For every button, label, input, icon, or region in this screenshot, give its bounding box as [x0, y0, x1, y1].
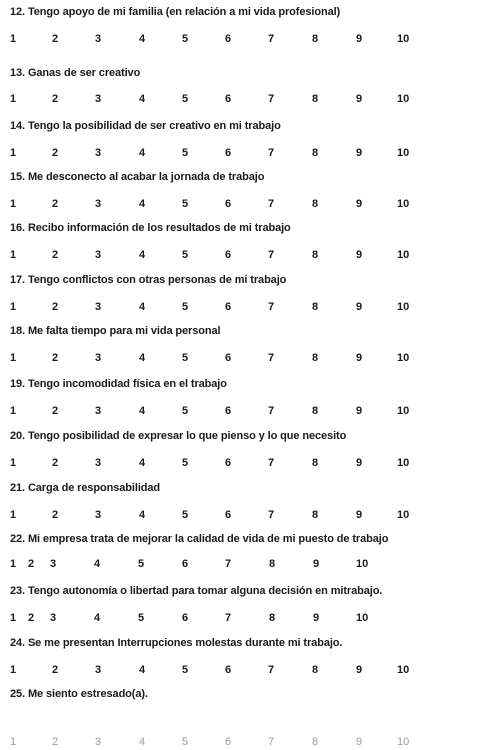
- rating-option[interactable]: 8: [312, 457, 319, 469]
- rating-option[interactable]: 7: [268, 147, 275, 159]
- rating-scale: [0, 352, 477, 366]
- rating-option[interactable]: 9: [313, 612, 320, 624]
- rating-option[interactable]: 8: [312, 664, 319, 676]
- rating-option[interactable]: 2: [52, 249, 59, 261]
- rating-option[interactable]: 1: [10, 249, 17, 261]
- rating-option[interactable]: 7: [268, 249, 275, 261]
- rating-option[interactable]: 3: [95, 249, 102, 261]
- rating-option[interactable]: 2: [52, 352, 59, 364]
- rating-scale: [0, 147, 477, 161]
- rating-option[interactable]: 5: [182, 301, 189, 313]
- rating-option[interactable]: 9: [313, 558, 320, 570]
- question-label: 22. Mi empresa trata de mejorar la calidad de vida de mi puesto de trabajo: [10, 533, 389, 545]
- rating-option[interactable]: 10: [397, 352, 410, 364]
- rating-option[interactable]: 1: [10, 457, 17, 469]
- rating-option[interactable]: 4: [139, 509, 146, 521]
- rating-option[interactable]: 4: [139, 33, 146, 45]
- question-label: 12. Tengo apoyo de mi familia (en relación a mi vida profesional): [10, 6, 341, 18]
- rating-option[interactable]: 6: [225, 736, 232, 748]
- rating-option[interactable]: 7: [268, 93, 275, 105]
- rating-option[interactable]: 5: [182, 405, 189, 417]
- rating-option[interactable]: 9: [356, 301, 363, 313]
- rating-option[interactable]: 3: [95, 664, 102, 676]
- rating-option[interactable]: 1: [10, 664, 17, 676]
- rating-option[interactable]: 8: [312, 405, 319, 417]
- question-label: 24. Se me presentan Interrupciones molestas durante mi trabajo.: [10, 637, 343, 649]
- rating-option[interactable]: 10: [397, 93, 410, 105]
- rating-option[interactable]: 9: [356, 249, 363, 261]
- rating-option[interactable]: 7: [268, 33, 275, 45]
- question-label: 20. Tengo posibilidad de expresar lo que pienso y lo que necesito: [10, 430, 347, 442]
- rating-option[interactable]: 10: [397, 509, 410, 521]
- rating-option[interactable]: 2: [52, 93, 59, 105]
- rating-option[interactable]: 2: [52, 509, 59, 521]
- rating-option[interactable]: 9: [356, 457, 363, 469]
- rating-option[interactable]: 9: [356, 509, 363, 521]
- rating-option[interactable]: 2: [52, 457, 59, 469]
- rating-option[interactable]: 2: [52, 198, 59, 210]
- rating-scale: [0, 198, 477, 212]
- rating-option[interactable]: 8: [312, 33, 319, 45]
- rating-option[interactable]: 8: [312, 198, 319, 210]
- rating-option[interactable]: 4: [139, 457, 146, 469]
- rating-option[interactable]: 2: [52, 405, 59, 417]
- rating-option[interactable]: 10: [397, 198, 410, 210]
- rating-option[interactable]: 6: [225, 93, 232, 105]
- rating-option[interactable]: 6: [225, 457, 232, 469]
- rating-option[interactable]: 4: [139, 405, 146, 417]
- rating-option[interactable]: 3: [95, 405, 102, 417]
- rating-option[interactable]: 7: [268, 198, 275, 210]
- rating-option[interactable]: 1: [10, 352, 17, 364]
- rating-option[interactable]: 4: [94, 558, 101, 570]
- rating-option[interactable]: 7: [268, 509, 275, 521]
- rating-option[interactable]: 7: [225, 612, 232, 624]
- rating-option[interactable]: 7: [268, 664, 275, 676]
- question-label: 19. Tengo incomodidad física en el trabajo: [10, 378, 227, 390]
- rating-option[interactable]: 8: [312, 352, 319, 364]
- rating-option[interactable]: 8: [312, 93, 319, 105]
- rating-option[interactable]: 1: [10, 198, 17, 210]
- rating-option[interactable]: 3: [95, 198, 102, 210]
- rating-option[interactable]: 4: [139, 301, 146, 313]
- rating-option[interactable]: 6: [225, 198, 232, 210]
- rating-option[interactable]: 1: [10, 147, 17, 159]
- rating-option[interactable]: 9: [356, 736, 363, 748]
- rating-scale: [0, 664, 477, 678]
- rating-option[interactable]: 10: [397, 457, 410, 469]
- rating-option[interactable]: 10: [356, 612, 369, 624]
- rating-scale: [0, 558, 477, 572]
- question-label: 25. Me siento estresado(a).: [10, 688, 148, 700]
- rating-option[interactable]: 5: [182, 352, 189, 364]
- rating-option[interactable]: 5: [182, 509, 189, 521]
- rating-option[interactable]: 7: [268, 352, 275, 364]
- rating-option[interactable]: 8: [312, 509, 319, 521]
- rating-option[interactable]: 1: [10, 93, 17, 105]
- rating-option[interactable]: 5: [138, 558, 145, 570]
- rating-option[interactable]: 3: [95, 93, 102, 105]
- rating-scale: [0, 612, 477, 626]
- rating-option[interactable]: 1: [10, 301, 17, 313]
- question-label: 16. Recibo información de los resultados de mi trabajo: [10, 222, 291, 234]
- rating-option[interactable]: 7: [268, 457, 275, 469]
- rating-option[interactable]: 6: [225, 301, 232, 313]
- rating-option[interactable]: 6: [225, 249, 232, 261]
- rating-option[interactable]: 4: [139, 736, 146, 748]
- rating-option[interactable]: 3: [95, 509, 102, 521]
- rating-option[interactable]: 4: [139, 147, 146, 159]
- rating-option[interactable]: 2: [52, 664, 59, 676]
- question-label: 23. Tengo autonomía o libertad para tomar alguna decisión en mitrabajo.: [10, 585, 383, 597]
- rating-scale: [0, 509, 477, 523]
- rating-option[interactable]: 5: [182, 93, 189, 105]
- rating-option[interactable]: 3: [95, 736, 102, 748]
- rating-option[interactable]: 6: [225, 405, 232, 417]
- rating-option[interactable]: 6: [225, 509, 232, 521]
- rating-option[interactable]: 9: [356, 33, 363, 45]
- rating-option[interactable]: 9: [356, 664, 363, 676]
- rating-option[interactable]: 10: [397, 301, 410, 313]
- rating-option[interactable]: 8: [312, 249, 319, 261]
- rating-option[interactable]: 10: [397, 33, 410, 45]
- rating-option[interactable]: 2: [28, 558, 35, 570]
- rating-option[interactable]: 10: [397, 736, 410, 748]
- rating-option[interactable]: 9: [356, 352, 363, 364]
- rating-option[interactable]: 5: [182, 198, 189, 210]
- rating-option[interactable]: 3: [95, 457, 102, 469]
- question-label: 21. Carga de responsabilidad: [10, 482, 161, 494]
- rating-option[interactable]: 3: [95, 352, 102, 364]
- rating-option[interactable]: 1: [10, 509, 17, 521]
- rating-option[interactable]: 1: [10, 405, 17, 417]
- question-label: 14. Tengo la posibilidad de ser creativo en mi trabajo: [10, 120, 281, 132]
- rating-scale: [0, 249, 477, 263]
- rating-option[interactable]: 10: [397, 147, 410, 159]
- rating-option[interactable]: 4: [139, 352, 146, 364]
- question-label: 15. Me desconecto al acabar la jornada de trabajo: [10, 171, 265, 183]
- rating-option[interactable]: 5: [138, 612, 145, 624]
- rating-option[interactable]: 5: [182, 33, 189, 45]
- rating-option[interactable]: 7: [225, 558, 232, 570]
- rating-option[interactable]: 3: [95, 301, 102, 313]
- rating-option[interactable]: 2: [52, 301, 59, 313]
- rating-option[interactable]: 3: [50, 612, 57, 624]
- rating-option[interactable]: 5: [182, 457, 189, 469]
- question-label: 17. Tengo conflictos con otras personas de mi trabajo: [10, 274, 287, 286]
- rating-option[interactable]: 8: [312, 147, 319, 159]
- question-label: 18. Me falta tiempo para mi vida personal: [10, 325, 221, 337]
- rating-option[interactable]: 9: [356, 147, 363, 159]
- question-label: 13. Ganas de ser creativo: [10, 67, 141, 79]
- rating-scale: [0, 93, 477, 107]
- rating-option[interactable]: 2: [52, 33, 59, 45]
- rating-option[interactable]: 6: [182, 612, 189, 624]
- rating-option[interactable]: 8: [312, 301, 319, 313]
- rating-scale: [0, 736, 477, 750]
- rating-option[interactable]: 2: [52, 736, 59, 748]
- rating-scale: [0, 405, 477, 419]
- rating-scale: [0, 457, 477, 471]
- rating-option[interactable]: 6: [182, 558, 189, 570]
- rating-option[interactable]: 5: [182, 664, 189, 676]
- rating-option[interactable]: 3: [95, 33, 102, 45]
- rating-option[interactable]: 10: [397, 664, 410, 676]
- rating-option[interactable]: 4: [139, 198, 146, 210]
- rating-option[interactable]: 4: [139, 93, 146, 105]
- rating-option[interactable]: 10: [397, 249, 410, 261]
- rating-option[interactable]: 1: [10, 558, 17, 570]
- rating-option[interactable]: 7: [268, 736, 275, 748]
- rating-option[interactable]: 6: [225, 664, 232, 676]
- rating-option[interactable]: 9: [356, 405, 363, 417]
- rating-option[interactable]: 4: [139, 664, 146, 676]
- rating-scale: [0, 301, 477, 315]
- rating-option[interactable]: 2: [28, 612, 35, 624]
- rating-option[interactable]: 5: [182, 249, 189, 261]
- rating-option[interactable]: 1: [10, 33, 17, 45]
- rating-option[interactable]: 4: [94, 612, 101, 624]
- rating-option[interactable]: 6: [225, 147, 232, 159]
- rating-option[interactable]: 9: [356, 198, 363, 210]
- rating-scale: [0, 33, 477, 47]
- rating-option[interactable]: 8: [312, 736, 319, 748]
- rating-option[interactable]: 7: [268, 405, 275, 417]
- rating-option[interactable]: 3: [95, 147, 102, 159]
- rating-option[interactable]: 8: [269, 558, 276, 570]
- rating-option[interactable]: 5: [182, 736, 189, 748]
- rating-option[interactable]: 10: [397, 405, 410, 417]
- rating-option[interactable]: 9: [356, 93, 363, 105]
- rating-option[interactable]: 2: [52, 147, 59, 159]
- rating-option[interactable]: 5: [182, 147, 189, 159]
- rating-option[interactable]: 4: [139, 249, 146, 261]
- rating-option[interactable]: 1: [10, 612, 17, 624]
- rating-option[interactable]: 1: [10, 736, 17, 748]
- rating-option[interactable]: 10: [356, 558, 369, 570]
- rating-option[interactable]: 8: [269, 612, 276, 624]
- rating-option[interactable]: 3: [50, 558, 57, 570]
- rating-option[interactable]: 6: [225, 352, 232, 364]
- rating-option[interactable]: 6: [225, 33, 232, 45]
- rating-option[interactable]: 7: [268, 301, 275, 313]
